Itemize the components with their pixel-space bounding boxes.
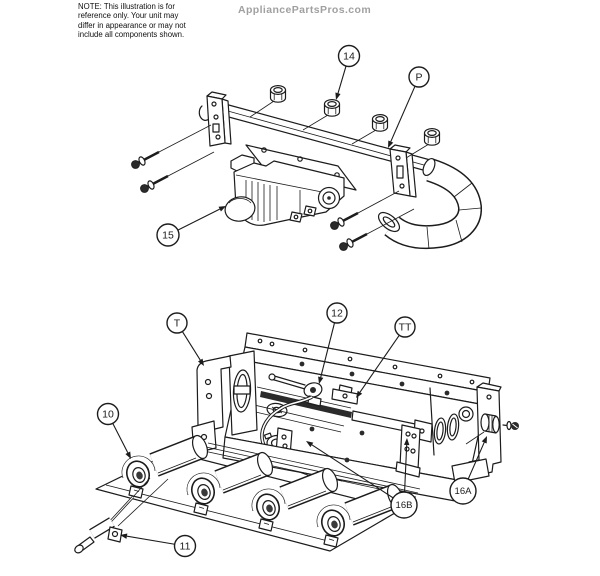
screw [340, 234, 368, 251]
callout-leader-line [391, 86, 415, 141]
manifold-assembly [132, 86, 482, 251]
callout-leader-line [178, 209, 220, 230]
callout-label: 16A [454, 486, 472, 497]
callout-15 [157, 206, 226, 246]
callout-label: 11 [179, 540, 191, 553]
note-line: NOTE: This illustration is for [78, 2, 175, 11]
note-line: differ in appearance or may not [78, 20, 186, 30]
callout-T [167, 313, 204, 366]
callout-label: 10 [102, 408, 114, 421]
callout-label: TT [398, 321, 412, 334]
callout-label: 16B [395, 500, 413, 511]
callout-arrowhead [125, 452, 131, 459]
manifold-bracket-left [199, 92, 231, 146]
screw [132, 152, 160, 169]
note-line: reference only. Your unit may [78, 11, 179, 21]
callout-11 [120, 534, 196, 557]
screw [331, 213, 359, 230]
watermark-text: AppliancePartsPros.com [238, 4, 372, 16]
note-line: include all components shown. [78, 30, 185, 40]
callout-leader-line [182, 331, 200, 360]
callout-label: 12 [331, 307, 343, 320]
screw [141, 176, 169, 193]
callout-leader-line [338, 66, 346, 93]
callout-label: 14 [343, 50, 355, 63]
callout-label: 15 [162, 229, 174, 242]
callout-P [388, 67, 429, 148]
burner-box-assembly [73, 333, 519, 554]
callout-label: P [415, 71, 423, 84]
callout-14 [335, 46, 359, 101]
callout-label: T [173, 317, 181, 330]
orifice-spud [425, 129, 440, 146]
callout-arrowhead [335, 93, 340, 100]
flue-tube [375, 157, 481, 249]
orifice-spud [373, 115, 388, 132]
callout-leader-line [127, 536, 175, 544]
left-side-panel [229, 351, 257, 435]
callout-10 [98, 404, 132, 460]
callout-leader-line [113, 423, 128, 452]
manifold-bracket-right [390, 145, 416, 197]
end-cap-screw [503, 422, 519, 431]
orifice-spud [271, 86, 286, 103]
orifice-spud [325, 100, 340, 117]
